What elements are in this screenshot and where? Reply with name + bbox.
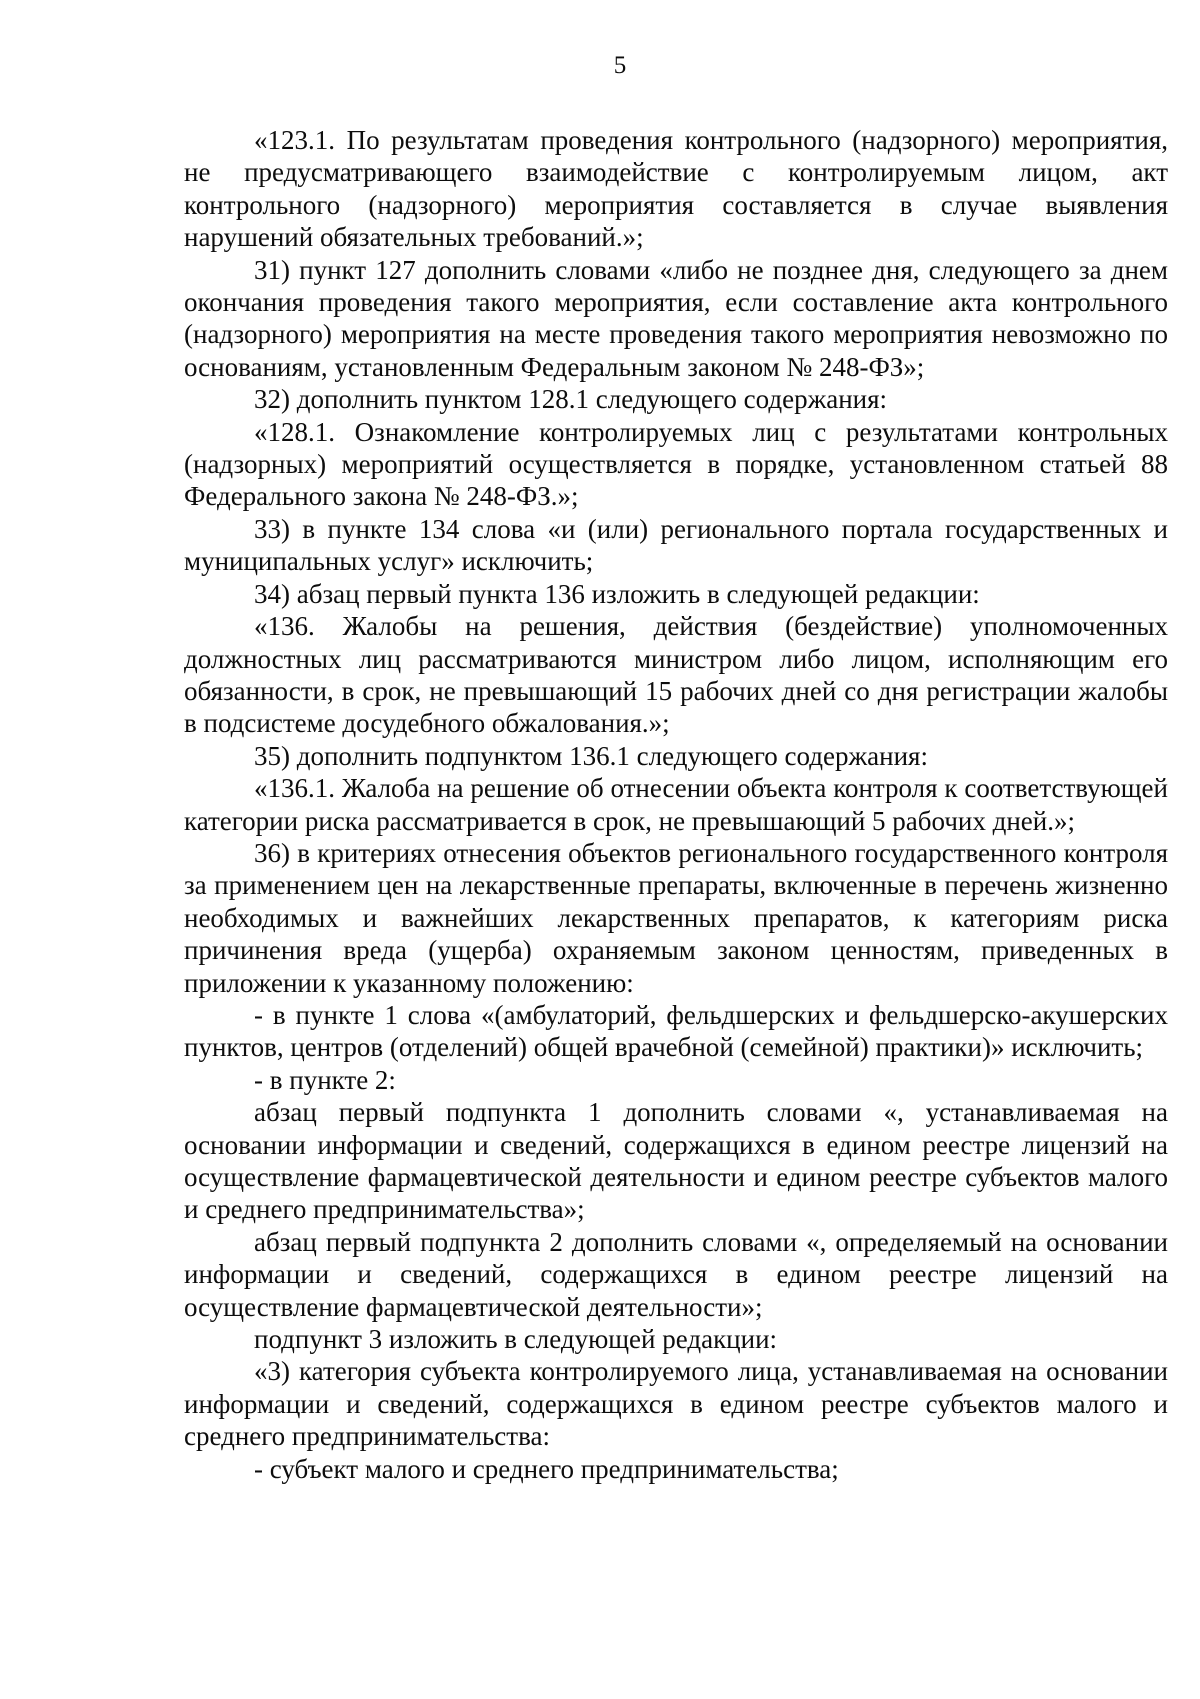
paragraph-subpoint-3-intro: подпункт 3 изложить в следующей редакции: — [254, 1324, 778, 1355]
paragraph-subpoint-3: «3) категория субъекта контролируемого лица, устанавливаемая на основании информации и сведений, содержащихся в едином реестре субъектов малого и среднего предпринимательства: — [184, 1356, 1168, 1452]
paragraph-item-32: 32) дополнить пунктом 128.1 следующего содержания: — [254, 384, 888, 415]
page-number: 5 — [613, 52, 627, 79]
paragraph-dash-point-2: - в пункте 2: — [254, 1064, 396, 1095]
paragraph-item-36: 36) в критериях отнесения объектов регионального государственного контроля за применением цен на лекарственные препараты, включенные в перечень жизненно необходимых и важнейших лекарственных препаратов, к категориям риска причинения вреда (ущерба) охраняемым законом ценностям, приведенных в приложении к указанному положению: — [184, 837, 1168, 998]
paragraph-128-1: «128.1. Ознакомление контролируемых лиц с результатами контрольных (надзорных) мероприятий осуществляется в порядке, установленном статьей 88 Федерального закона № 248-ФЗ.»; — [184, 416, 1168, 512]
paragraph-item-33: 33) в пункте 134 слова «и (или) регионального портала государственных и муниципальных услуг» исключить; — [184, 513, 1168, 577]
paragraph-dash-point-1: - в пункте 1 слова «(амбулаторий, фельдшерских и фельдшерско-акушерских пунктов, центров (отделений) общей врачебной (семейной) практики)» исключить; — [184, 999, 1168, 1063]
paragraph-item-35: 35) дополнить подпунктом 136.1 следующего содержания: — [254, 740, 928, 771]
paragraph-123-1: «123.1. По результатам проведения контрольного (надзорного) мероприятия, не предусматривающего взаимодействие с контролируемым лицом, акт контрольного (надзорного) мероприятия составляется в случае выявления нарушений обязательных требований.»; — [184, 125, 1168, 253]
paragraph-item-31: 31) пункт 127 дополнить словами «либо не позднее дня, следующего за днем окончания проведения такого мероприятия, если составление акта контрольного (надзорного) мероприятия на месте проведения такого мероприятия невозможно по основаниям, установленным Федеральным законом № 248-ФЗ»; — [184, 254, 1168, 382]
paragraph-subpoint-1: абзац первый подпункта 1 дополнить словами «, устанавливаемая на основании информации и сведений, содержащихся в едином реестре лицензий на осуществление фармацевтической деятельности и едином реестре субъектов малого и среднего предпринимательства»; — [184, 1097, 1168, 1225]
paragraph-dash-sme: - субъект малого и среднего предпринимательства; — [254, 1453, 839, 1484]
paragraph-item-34: 34) абзац первый пункта 136 изложить в следующей редакции: — [254, 578, 980, 609]
paragraph-136: «136. Жалобы на решения, действия (бездействие) уполномоченных должностных лиц рассматриваются министром либо лицом, исполняющим его обязанности, в срок, не превышающий 15 рабочих дней со дня регистрации жалобы в подсистеме досудебного обжалования.»; — [184, 611, 1168, 739]
paragraph-136-1: «136.1. Жалоба на решение об отнесении объекта контроля к соответствующей категории риска рассматривается в срок, не превышающий 5 рабочих дней.»; — [184, 773, 1168, 836]
paragraph-subpoint-2: абзац первый подпункта 2 дополнить словами «, определяемый на основании информации и сведений, содержащихся в едином реестре лицензий на осуществление фармацевтической деятельности»; — [184, 1226, 1168, 1322]
document-body — [184, 124, 1168, 1485]
